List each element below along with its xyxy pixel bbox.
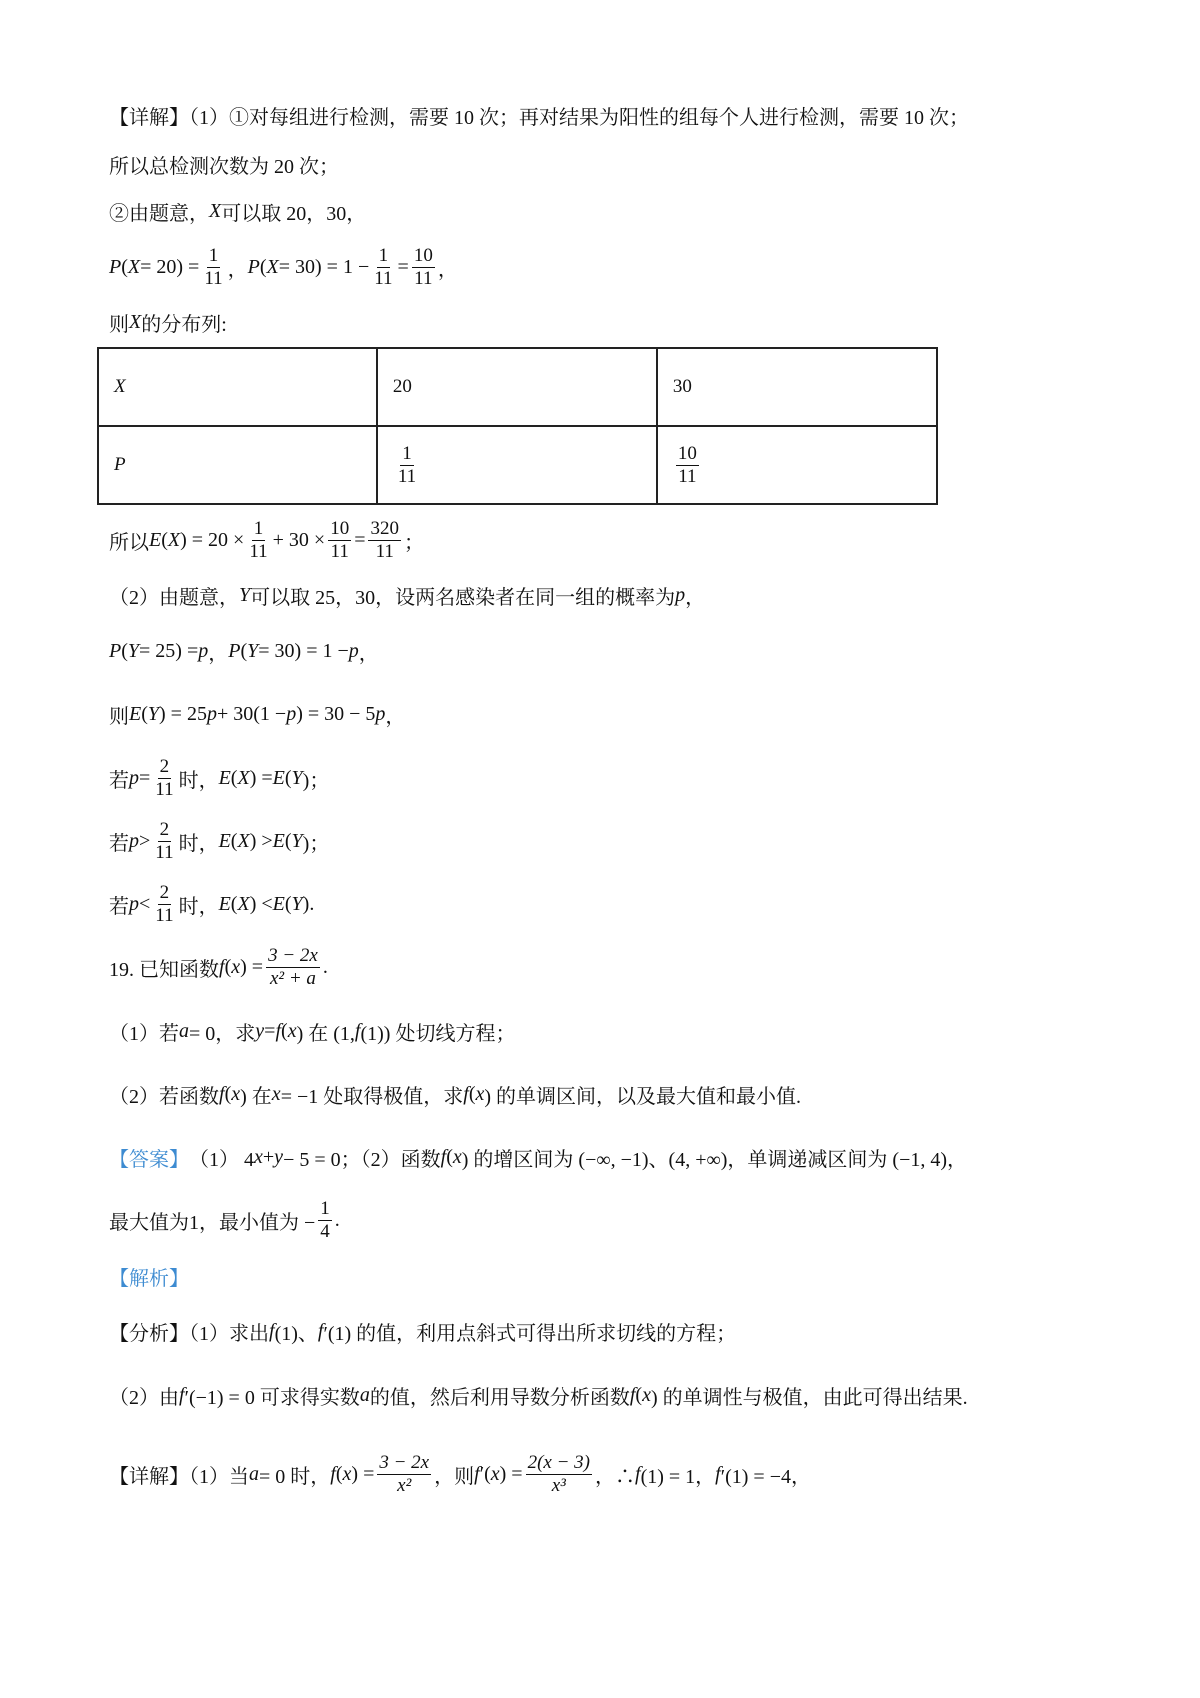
text-run: 【分析】（1）求出 (109, 1322, 269, 1345)
table-cell (657, 426, 937, 504)
fraction (676, 443, 699, 488)
math-variable: x (452, 1145, 462, 1168)
math-variable: x (490, 1462, 500, 1485)
math-variable: X (167, 528, 181, 551)
math-variable: P (228, 639, 241, 662)
text-run: ( (335, 1462, 343, 1485)
math-variable: E (272, 766, 285, 789)
text-run: 19. 已知函数 (109, 958, 219, 981)
denominator: 11 (330, 540, 349, 562)
text-run: ) > (249, 829, 273, 852)
math-variable: P (109, 639, 122, 662)
math-variable: E (272, 829, 285, 852)
text-line (109, 1451, 811, 1496)
text-run: 【详解】（1）当 (109, 1465, 249, 1488)
text-run: ； (403, 531, 424, 554)
text-line (109, 1137, 967, 1177)
math-variable: x (231, 955, 241, 978)
math-variable: f (354, 1019, 361, 1042)
text-run: ′(1) = −4， (720, 1465, 811, 1488)
math-variable: y (274, 1145, 284, 1168)
fraction (377, 1452, 431, 1497)
numerator: 2(x − 3) (527, 1451, 590, 1473)
section-label: 【答案】 (109, 1148, 189, 1171)
text-run: ( (284, 829, 292, 852)
text-line (109, 1197, 340, 1242)
math-variable: p (348, 639, 359, 662)
numerator: 1 (253, 517, 264, 539)
text-run: = 30) = 1 − (278, 255, 370, 278)
text-run: 若 (109, 895, 129, 918)
numerator: 10 (677, 442, 697, 464)
numerator: 10 (413, 244, 433, 266)
section-label: 【解析】 (109, 1267, 189, 1290)
denominator: 11 (155, 904, 174, 926)
text-run: = 30) = 1 − (258, 639, 349, 662)
fraction (396, 443, 418, 488)
math-variable: x (642, 1383, 651, 1406)
text-run: = −1 处取得极值，求 (280, 1085, 464, 1108)
table-cell: 20 (377, 348, 657, 426)
text-run: ( (284, 766, 292, 789)
math-variable: p (129, 892, 139, 915)
text-run: ( (121, 639, 128, 662)
text-line (109, 1311, 736, 1351)
text-run: ′(1) 的值，利用点斜式可得出所求切线的方程； (323, 1322, 737, 1345)
numerator: 3 − 2x (379, 1451, 430, 1473)
math-variable: a (359, 1383, 370, 1406)
text-line (109, 944, 328, 989)
text-run: ′( (479, 1462, 491, 1485)
fraction (247, 518, 269, 563)
math-variable: a (249, 1462, 259, 1485)
math-variable: f (635, 1462, 641, 1485)
text-run: ) 的单调区间，以及最大值和最小值. (484, 1085, 802, 1108)
text-run: (1)、 (274, 1322, 318, 1345)
text-run: ′(−1) = 0 可求得实数 (184, 1386, 360, 1409)
numerator: 1 (208, 244, 219, 266)
text-line (109, 95, 969, 135)
text-run: 则 (109, 313, 129, 336)
text-run: = 0，求 (189, 1022, 256, 1045)
math-variable: E (149, 528, 162, 551)
math-variable: f (269, 1319, 275, 1342)
math-variable: p (375, 702, 386, 725)
math-variable: E (218, 766, 231, 789)
text-run: 时， (178, 895, 219, 918)
text-line (109, 881, 315, 926)
table-cell (98, 348, 377, 426)
fraction (153, 882, 175, 927)
text-run: = (397, 255, 409, 278)
math-variable: Y (291, 766, 303, 789)
text-run: ) = (240, 955, 264, 978)
text-run: )； (302, 832, 330, 855)
text-line (109, 1375, 968, 1415)
math-variable: p (129, 829, 139, 852)
text-run: ( (230, 766, 238, 789)
math-variable: x (231, 1082, 241, 1105)
numerator: 2 (159, 755, 170, 777)
text-run: )； (302, 769, 330, 792)
variable-label: X (114, 376, 126, 397)
text-line (109, 631, 379, 671)
text-run: 则 (109, 705, 129, 728)
text-run: (1) = 1， (640, 1465, 716, 1488)
text-run: （2）若函数 (109, 1085, 219, 1108)
text-run: + (262, 1145, 275, 1168)
text-run: 的值，然后利用导数分析函数 (369, 1386, 630, 1409)
text-run: ) = (249, 766, 273, 789)
text-run: 所以 (109, 531, 149, 554)
math-variable: f (219, 1082, 225, 1105)
math-variable: x (475, 1082, 485, 1105)
math-variable: E (218, 892, 231, 915)
text-run: ( (141, 702, 148, 725)
text-run: ( (281, 1019, 288, 1042)
text-run: + 30(1 − (216, 702, 287, 725)
text-run: ) 的增区间为 (−∞, −1)、(4, +∞)，单调递减区间为 (−1, 4)， (461, 1148, 968, 1171)
text-run: （1）若 (109, 1022, 179, 1045)
text-run: 的分布列: (141, 313, 227, 336)
text-run: （1） 4 (189, 1148, 254, 1171)
denominator: 11 (375, 540, 394, 562)
denominator: 11 (374, 267, 393, 289)
denominator: 11 (414, 267, 433, 289)
text-run: − 5 = 0；（2）函数 (283, 1148, 441, 1171)
fraction (153, 819, 175, 864)
math-variable: E (218, 829, 231, 852)
text-line (109, 818, 330, 863)
text-run: = (139, 766, 151, 789)
distribution-table (97, 347, 938, 505)
text-run: （2）由题意， (109, 586, 239, 609)
text-run: ( (468, 1082, 476, 1105)
text-run: = 25) = (139, 639, 199, 662)
numerator: 2 (159, 881, 170, 903)
numerator: 1 (402, 442, 412, 464)
table-cell (377, 426, 657, 504)
text-run: ， (437, 258, 458, 281)
fraction (368, 518, 401, 563)
denominator: 11 (678, 465, 697, 487)
math-variable: f (219, 955, 225, 978)
math-variable: f (463, 1082, 469, 1105)
math-variable: Y (291, 892, 303, 915)
table-cell (98, 426, 377, 504)
fraction (372, 245, 394, 290)
text-run: ( (230, 892, 238, 915)
denominator: x² (397, 1474, 412, 1496)
text-run: 若 (109, 832, 129, 855)
text-run: ，则 (434, 1465, 475, 1488)
text-run: 最大值为1，最小值为 − (109, 1211, 316, 1234)
table-cell: 30 (657, 348, 937, 426)
text-run: 时， (178, 769, 219, 792)
text-run: ) = (499, 1462, 523, 1485)
math-variable: y (255, 1019, 265, 1042)
denominator: 11 (155, 778, 174, 800)
math-variable: x (287, 1019, 297, 1042)
denominator: x³ (551, 1474, 566, 1496)
math-variable: X (266, 255, 279, 278)
text-run: ) < (249, 892, 273, 915)
text-run: 可以取 20，30， (221, 202, 367, 225)
text-run: ( (446, 1145, 453, 1168)
text-run: 时， (178, 832, 219, 855)
math-variable: X (127, 255, 141, 278)
math-variable: E (272, 892, 285, 915)
denominator: x² + a (269, 967, 316, 989)
table-row (98, 426, 937, 504)
math-variable: f (474, 1462, 480, 1485)
math-variable: f (440, 1145, 447, 1168)
text-run: ， (227, 258, 248, 281)
text-run: ， (385, 705, 406, 728)
text-run: （2）由 (109, 1386, 179, 1409)
numerator: 1 (378, 244, 389, 266)
text-run: ( (161, 528, 168, 551)
text-run: . (322, 955, 328, 978)
math-variable: X (129, 310, 142, 333)
text-run: ) 的单调性与极值，由此可得出结果. (650, 1386, 968, 1409)
denominator: 4 (320, 1220, 330, 1242)
text-line (109, 191, 366, 231)
math-variable: p (129, 766, 139, 789)
math-variable: P (109, 255, 122, 278)
math-variable: p (286, 702, 297, 725)
math-variable: X (237, 892, 250, 915)
numerator: 320 (370, 517, 399, 539)
math-variable: f (317, 1319, 324, 1342)
math-variable: E (129, 702, 142, 725)
math-variable: x (271, 1082, 281, 1105)
text-run: ( (259, 255, 267, 278)
text-line (109, 302, 227, 342)
text-line (109, 1256, 189, 1296)
text-run: = (264, 1019, 276, 1042)
text-run: 可以取 25，30，设两名感染者在同一组的概率为 (250, 586, 676, 609)
math-variable: x (254, 1145, 263, 1168)
text-run: ②由题意， (109, 202, 209, 225)
text-line (109, 755, 330, 800)
numerator: 10 (330, 517, 350, 539)
math-variable: p (206, 702, 217, 725)
numerator: 2 (159, 818, 170, 840)
math-variable: Y (127, 639, 140, 662)
denominator: 11 (155, 841, 174, 863)
text-run: 若 (109, 769, 129, 792)
math-variable: f (275, 1019, 282, 1042)
text-run: ) = (351, 1462, 375, 1485)
text-run: ( (230, 829, 238, 852)
denominator: 11 (397, 465, 417, 487)
text-run: ， (208, 642, 229, 665)
math-variable: X (237, 766, 250, 789)
denominator: 11 (249, 540, 268, 562)
math-variable: f (330, 1462, 336, 1485)
text-run: 【详解】（1）①对每组进行检测，需要 10 次；再对结果为阳性的组每个人进行检测，需要 10 次； (109, 106, 969, 129)
math-variable: P (247, 255, 260, 278)
text-run: ( (121, 255, 128, 278)
text-run: ， (685, 586, 706, 609)
fraction (266, 945, 320, 990)
math-variable: a (179, 1019, 189, 1042)
math-variable: Y (147, 702, 160, 725)
text-run: < (139, 892, 151, 915)
math-variable: f (179, 1383, 185, 1406)
text-run: ) = 30 − 5 (296, 702, 376, 725)
text-run: ( (284, 892, 292, 915)
text-run: = 0 时， (259, 1465, 331, 1488)
math-variable: f (629, 1383, 636, 1406)
text-run: . (334, 1208, 340, 1231)
text-line (109, 517, 424, 562)
text-run: 所以总检测次数为 20 次； (109, 155, 339, 178)
fraction (328, 518, 351, 563)
numerator: 3 − 2x (268, 944, 318, 966)
probability-label: P (114, 454, 126, 475)
math-variable: X (237, 829, 250, 852)
text-run: ( (635, 1383, 643, 1406)
text-run: ( (224, 955, 232, 978)
math-variable: p (675, 583, 686, 606)
math-variable: X (209, 199, 222, 222)
text-run: ， (358, 642, 379, 665)
text-line (109, 575, 705, 615)
text-line (109, 144, 339, 184)
text-run: > (139, 829, 151, 852)
fraction (526, 1452, 592, 1497)
text-run: (1)) 处切线方程； (360, 1022, 516, 1045)
math-variable: f (715, 1462, 721, 1485)
fraction (153, 756, 175, 801)
fraction (412, 245, 435, 290)
text-run: ) 在 (240, 1085, 272, 1108)
text-run: ) = 20 × (180, 528, 245, 551)
text-line (109, 1074, 801, 1114)
text-run: = 20) = (140, 255, 200, 278)
text-run: ). (302, 892, 315, 915)
math-variable: Y (291, 829, 303, 852)
text-run: = (354, 528, 366, 551)
denominator: 11 (204, 267, 223, 289)
text-line (109, 1011, 515, 1051)
text-run: ( (224, 1082, 232, 1105)
table-row (98, 348, 937, 426)
numerator: 1 (320, 1197, 330, 1219)
fraction (202, 245, 224, 290)
text-run: ) = 25 (159, 702, 207, 725)
text-line (109, 694, 405, 734)
text-line (109, 244, 458, 289)
math-variable: Y (247, 639, 259, 662)
text-run: ，∴ (595, 1465, 635, 1488)
math-variable: Y (239, 583, 251, 606)
text-run: + 30 × (272, 528, 326, 551)
fraction (318, 1198, 332, 1243)
text-run: ) 在 (1, (296, 1022, 355, 1045)
math-variable: p (198, 639, 209, 662)
math-variable: x (342, 1462, 352, 1485)
text-run: ( (240, 639, 248, 662)
